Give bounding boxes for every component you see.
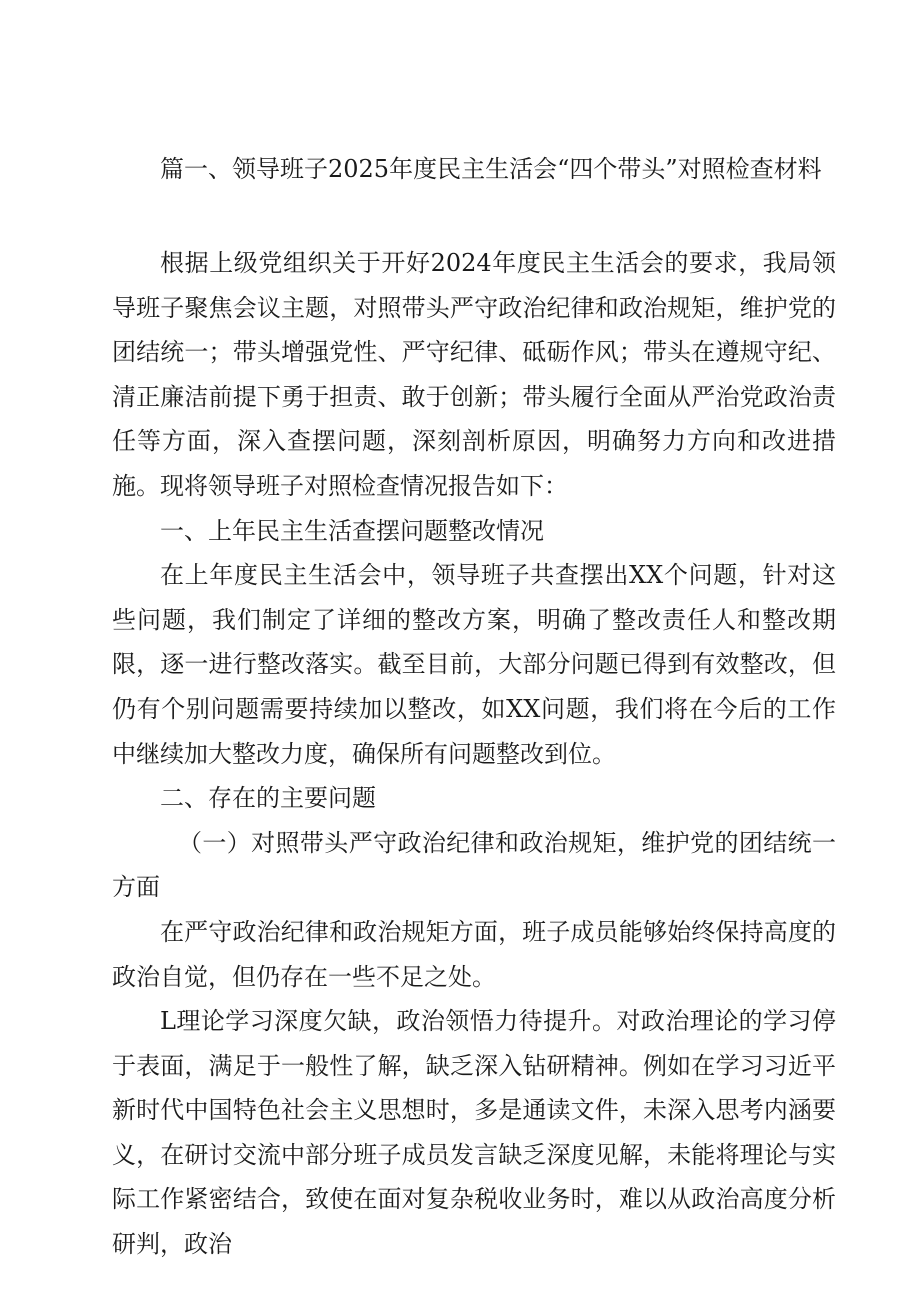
theory-study-paragraph: L理论学习深度欠缺，政治领悟力待提升。对政治理论的学习停于表面，满足于一般性了解，缺乏深入钻研精神。例如在学习习近平新时代中国特色社会主义思想时，多是通读文件，未深入思考内涵要义，在研讨交流中部分班子成员发言缺乏深度见解，未能将理论与实际工作紧密结合，致使在面对复杂税收业务时，难以从政治高度分析研判，政治 bbox=[112, 1007, 836, 1259]
intro-paragraph: 根据上级党组织关于开好2024年度民主生活会的要求，我局领导班子聚焦会议主题，对照带头严守政治纪律和政治规矩，维护党的团结统一；带头增强党性、严守纪律、砥砺作风；带头在遵规守纪、清正廉洁前提下勇于担责、敢于创新；带头履行全面从严治党政治责任等方面，深入查摆问题，深刻剖析原因，明确努力方向和改进措施。现将领导班子对照检查情况报告如下： bbox=[112, 249, 836, 500]
document-title: 篇一、领导班子2025年度民主生活会“四个带头”对照检查材料 bbox=[160, 155, 822, 183]
discipline-paragraph: 在严守政治纪律和政治规矩方面，班子成员能够始终保持高度的政治自觉，但仍存在一些不足之处。 bbox=[112, 917, 836, 991]
document-body bbox=[112, 241, 836, 1267]
section-heading-2: 二、存在的主要问题 bbox=[160, 784, 376, 813]
subsection-heading-1: （一）对照带头严守政治纪律和政治规矩，维护党的团结统一方面 bbox=[112, 828, 836, 902]
section-heading-1: 一、上年民主生活查摆问题整改情况 bbox=[160, 516, 544, 545]
rectification-paragraph: 在上年度民主生活会中，领导班子共查摆出XX个问题，针对这些问题，我们制定了详细的整改方案，明确了整改责任人和整改期限，逐一进行整改落实。截至目前，大部分问题已得到有效整改，但仍有个别问题需要持续加以整改，如XX问题，我们将在今后的工作中继续加大整改力度，确保所有问题整改到位。 bbox=[112, 561, 836, 768]
